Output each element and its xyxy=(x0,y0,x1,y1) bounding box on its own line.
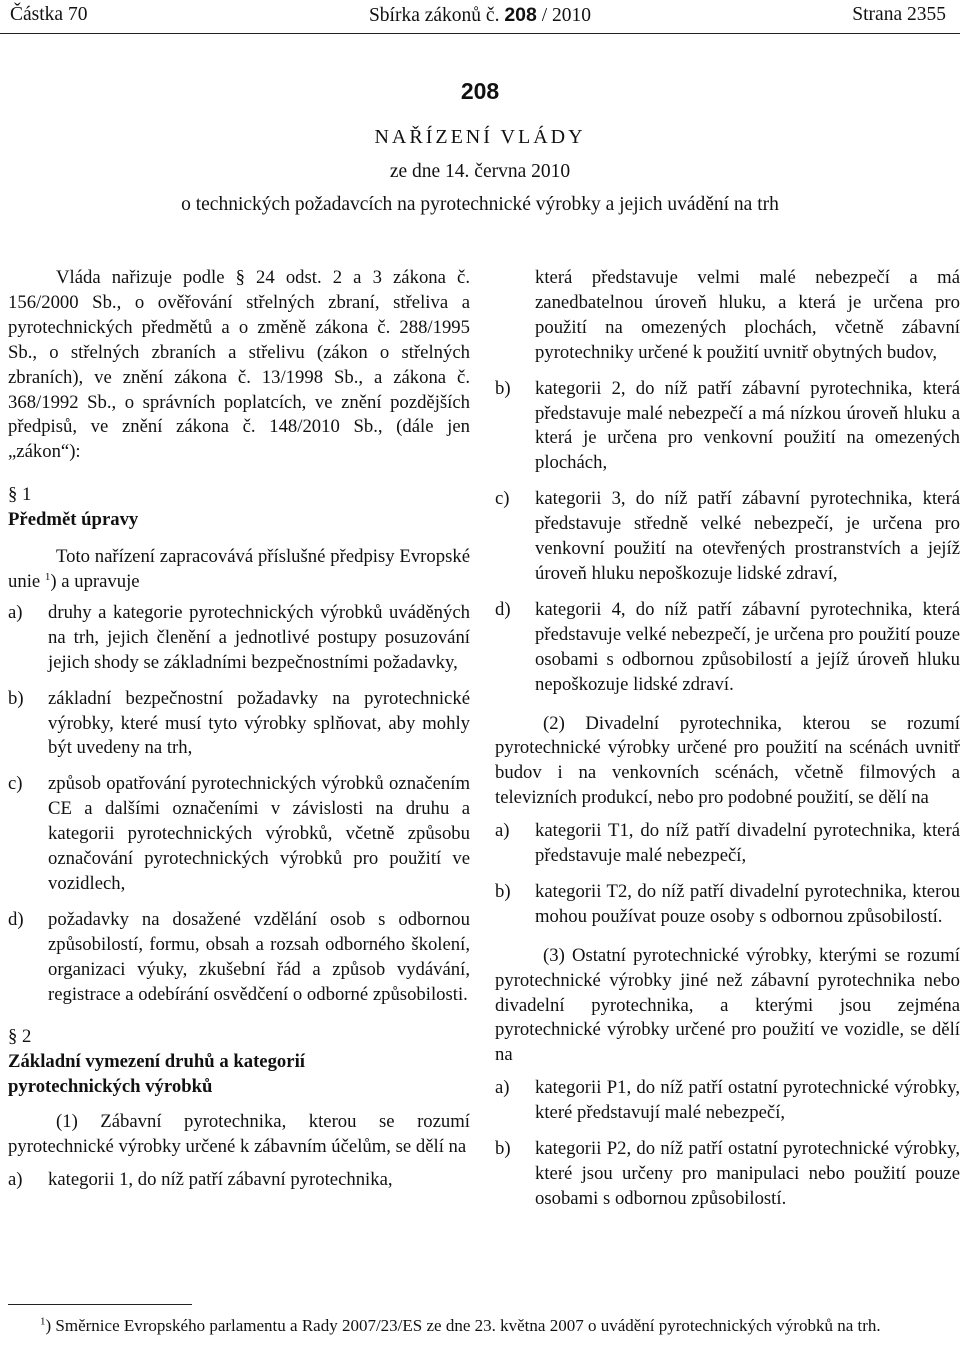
section-2-sign: § 2 xyxy=(8,1026,32,1048)
section-2-para-2: (2) Divadelní pyrotechnika, kterou se rozumí pyrotechnické výrobky určené pro použití na scénách uvnitř budov i na venkovních scénách, včetně filmových a televizních produkcí, nebo pro podobné použití, se dělí na xyxy=(495,712,960,809)
header-rule xyxy=(0,33,960,34)
list-item-text: způsob opatřování pyrotechnických výrobků označením CE a dalšími označeními v závislosti na druhu a kategorii pyrotechnických výrobků, včetně způsobu označování pyrotechnických výrobků pro použití ve vozidlech, xyxy=(48,773,470,894)
section-1-sign: § 1 xyxy=(8,484,32,506)
list-item-label: c) xyxy=(8,773,23,795)
section-2-para-1: (1) Zábavní pyrotechnika, kterou se rozumí pyrotechnické výrobky určené k zábavním účelům, se dělí na xyxy=(8,1111,470,1158)
header-collection xyxy=(0,4,960,27)
footnote xyxy=(40,1316,960,1336)
preamble: Vláda nařizuje podle § 24 odst. 2 a 3 zákona č. 156/2000 Sb., o ověřování střelných zbraní, střeliva a pyrotechnických předmětů a o změně zákona č. 288/1995 Sb., o střelných zbraních a střelivu (zákon o střelných zbraních), ve znění zákona č. 13/1998 Sb., a zákona č. 368/1992 Sb., o správních poplatcích, ve znění pozdějších předpisů, ve znění zákona č. 148/2010 Sb., (dále jen „zákon“): xyxy=(8,267,470,463)
list-item-text: základní bezpečnostní požadavky na pyrotechnické výrobky, které musí tyto výrobky splňovat, aby mohly být uvedeny na trh, xyxy=(48,687,470,759)
header-page: Strana 2355 xyxy=(852,4,946,25)
list-item xyxy=(8,908,470,1008)
section-1-title: Předmět úpravy xyxy=(8,509,139,531)
list-item xyxy=(495,1076,960,1126)
header-part: Částka 70 xyxy=(10,4,88,25)
section-2-list-3 xyxy=(495,1076,960,1212)
header-collection-number: 208 xyxy=(504,4,537,26)
document-subject: o technických požadavcích na pyrotechnické výrobky a jejich uvádění na trh xyxy=(181,194,779,215)
list-item-text: kategorii T2, do níž patří divadelní pyrotechnika, kterou mohou používat pouze osoby s odbornou způsobilostí. xyxy=(535,880,960,927)
header-collection-prefix: Sbírka zákonů č. xyxy=(368,5,500,26)
footnote-number: 1 xyxy=(40,1315,46,1328)
list-item-text: kategorii 3, do níž patří zábavní pyrotechnika, která představuje středně velké nebezpečí, je určena pro venkovní použití na otevřených prostranstvích a jejíž úroveň hluku nepoškozuje lidské zdraví, xyxy=(535,488,960,584)
section-2-list-2 xyxy=(495,819,960,930)
document-type: NAŘÍZENÍ VLÁDY xyxy=(374,126,586,148)
list-item-label: c) xyxy=(495,488,510,510)
list-item-label: a) xyxy=(495,820,510,842)
list-item-text: kategorii 4, do níž patří zábavní pyrotechnika, která představuje velké nebezpečí, je určena pro použití pouze osobami s odbornou způsobilostí a jejíž úroveň hluku nepoškozuje lidské zdraví. xyxy=(535,598,960,695)
list-item xyxy=(495,377,960,477)
list-item-text: kategorii 2, do níž patří zábavní pyrotechnika, která představuje malé nebezpečí a má nízkou úroveň hluku a která je určena pro venkovní použití na omezených plochách, xyxy=(535,377,960,474)
list-item-text: kategorii P2, do níž patří ostatní pyrotechnické výrobky, které jsou určeny pro manipulaci nebo použití pouze osobami s odbornou způsobilostí. xyxy=(535,1138,960,1209)
section-2-list-1 xyxy=(495,377,960,698)
footnote-ref: 1 xyxy=(44,570,51,583)
list-item-label: b) xyxy=(495,1138,511,1160)
list-item xyxy=(8,687,470,762)
list-item-label: d) xyxy=(8,908,24,930)
list-item xyxy=(495,598,960,698)
section-1-list xyxy=(8,601,470,1008)
list-item-text: kategorii P1, do níž patří ostatní pyrotechnické výrobky, které představují malé nebezpečí, xyxy=(535,1077,960,1124)
list-item-label: a) xyxy=(8,601,23,623)
section-1-intro-text: Toto nařízení zapracovává příslušné předpisy Evropské unie xyxy=(8,546,470,592)
list-item-label: b) xyxy=(495,377,511,399)
list-item-label: b) xyxy=(495,880,511,902)
page-header xyxy=(0,4,960,30)
section-1-intro xyxy=(8,545,470,595)
section-2-title-line1: Základní vymezení druhů a kategorií xyxy=(8,1051,305,1073)
list-item xyxy=(8,772,470,897)
list-item-text: požadavky na dosažené vzdělání osob s odbornou způsobilostí, formu, obsah a rozsah odborného školení, organizaci výuky, zkušební řád a způsob vydávání, registrace a odebírání osvědčení o odborné způsobilosti. xyxy=(48,908,470,1005)
list-item xyxy=(495,880,960,930)
left-column xyxy=(8,266,470,1204)
list-item xyxy=(495,819,960,869)
list-item xyxy=(495,1137,960,1212)
section-2-para-3: (3) Ostatní pyrotechnické výrobky, kterými se rozumí pyrotechnické výrobky jiné než zábavní pyrotechnika nebo divadelní pyrotechnika, a kterými jsou zejména pyrotechnické výrobky určené pro použití ve vozidle, se dělí na xyxy=(495,944,960,1066)
list-item-label: a) xyxy=(8,1169,23,1190)
footnote-rule xyxy=(8,1304,192,1305)
list-item xyxy=(495,487,960,587)
document-date: ze dne 14. června 2010 xyxy=(389,161,571,182)
list-item-label: b) xyxy=(8,687,24,709)
list-item-text: kategorii 1, do níž patří zábavní pyrotechnika, xyxy=(48,1169,393,1190)
right-column xyxy=(495,266,960,1223)
list-item-label: d) xyxy=(495,598,511,620)
list-item-label: a) xyxy=(495,1077,510,1099)
header-collection-year: / 2010 xyxy=(541,5,592,26)
list-item-text: kategorii T1, do níž patří divadelní pyrotechnika, která představuje malé nebezpečí, xyxy=(535,820,960,867)
document-number: 208 xyxy=(460,78,500,104)
section-2-title-line2: pyrotechnických výrobků xyxy=(8,1076,213,1098)
section-2-list-start xyxy=(8,1168,470,1193)
footnote-text: ) Směrnice Evropského parlamentu a Rady 2007/23/ES ze dne 23. května 2007 o uvádění pyrotechnických výrobků na trh. xyxy=(45,1316,881,1335)
section-1-intro-tail: ) a upravuje xyxy=(50,570,140,592)
list-item xyxy=(8,1168,470,1193)
list-item-text: druhy a kategorie pyrotechnických výrobků uváděných na trh, jejich členění a jednotlivé postupy posuzování jejich shody se základními bezpečnostními požadavky, xyxy=(48,601,470,673)
list-item xyxy=(8,601,470,676)
list-item-continuation: která představuje velmi malé nebezpečí a má zanedbatelnou úroveň hluku, a která je určena pro použití na omezených plochách, včetně zábavní pyrotechniky určené k použití uvnitř obytných budov, xyxy=(535,267,960,363)
